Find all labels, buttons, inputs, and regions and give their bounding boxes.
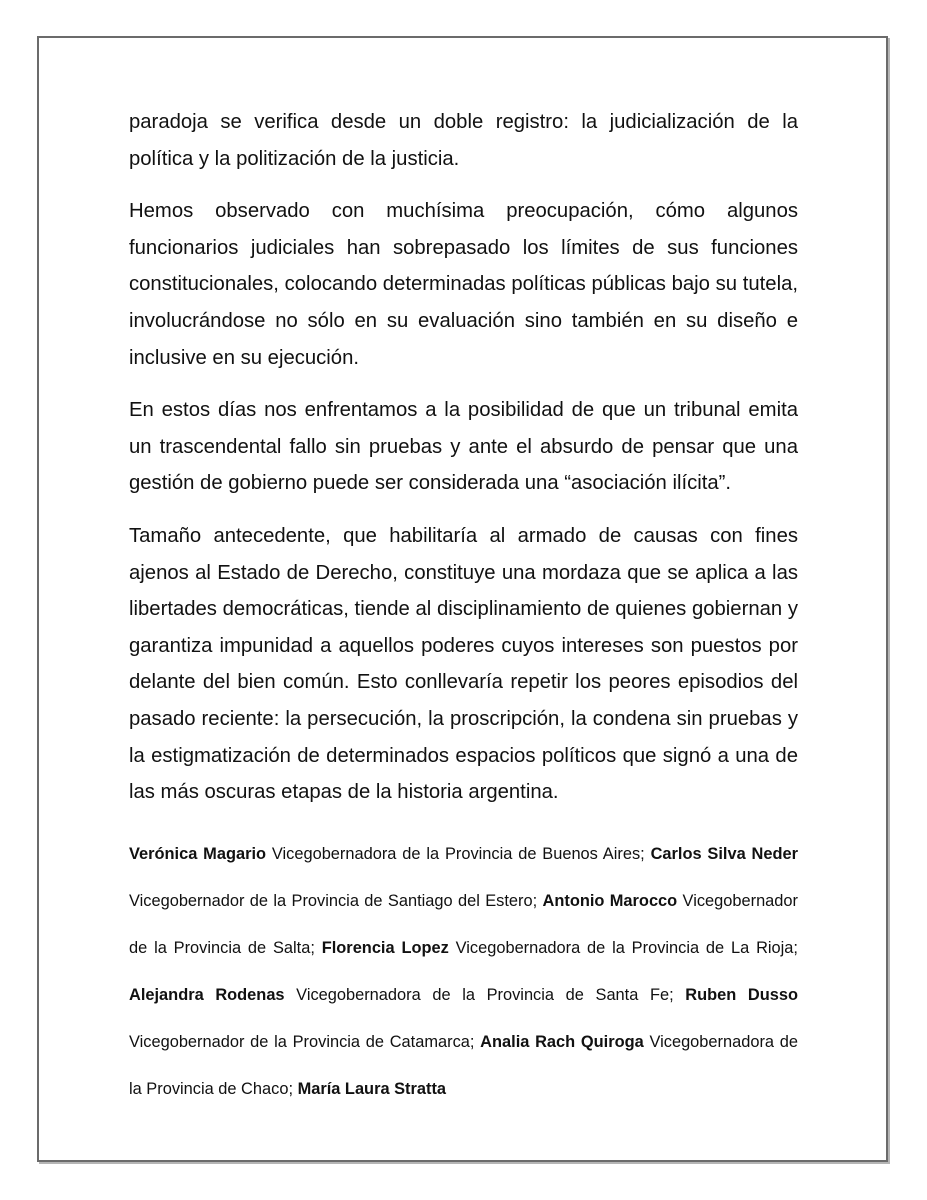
paragraph-4: Tamaño antecedente, que habilitaría al armado de causas con fines ajenos al Estado de Derecho, constituye una mordaza que se aplica a las libertades democráticas, tiende al disciplinamiento de quienes gobiernan y garantiza impunidad a aquellos poderes cuyos intereses son puestos por delante del bien común. Esto conllevaría repetir los peores episodios del pasado reciente: la persecución, la proscripción, la condena sin pruebas y la estigmatización de determinados espacios políticos que signó a una de las más oscuras etapas de la historia argentina. (129, 524, 798, 804)
signatory-name: Analia Rach Quiroga (480, 1032, 644, 1051)
paragraph-1: paradoja se verifica desde un doble registro: la judicialización de la política y la politización de la justicia. (129, 111, 798, 170)
signatory-name: Ruben Dusso (685, 985, 799, 1004)
signatory-role: Vicegobernadora de la Provincia de Santa Fe; (284, 985, 686, 1004)
paragraph-3: En estos días nos enfrentamos a la posibilidad de que un tribunal emita un trascendental fallo sin pruebas y ante el absurdo de pensar que una gestión de gobierno puede ser considerada una “asociación ilícita”. (129, 399, 798, 495)
signatory-role: Vicegobernador de la Provincia de Catamarca; (129, 1032, 481, 1051)
signatory-role: Vicegobernador de la Provincia de Santiago del Estero; (129, 891, 543, 910)
signatory-role: Vicegobernador de la Provincia de Salta; (129, 891, 798, 957)
document-body (129, 104, 798, 1113)
signatory-name: Alejandra Rodenas (129, 985, 285, 1004)
signatory-role: Vicegobernadora de la Provincia de La Rioja; (448, 938, 798, 957)
signatories-list (129, 831, 798, 1113)
signatory-name: Antonio Marocco (542, 891, 678, 910)
signatory-role: Vicegobernadora de la Provincia de Chaco; (129, 1032, 798, 1098)
signatory-name: Verónica Magario (129, 844, 267, 863)
signatory-name: Carlos Silva Neder (650, 844, 798, 863)
signatory-name: María Laura Stratta (297, 1079, 447, 1098)
paragraph-2: Hemos observado con muchísima preocupación, cómo algunos funcionarios judiciales han sobrepasado los límites de sus funciones constitucionales, colocando determinadas políticas públicas bajo su tutela, involucrándose no sólo en su evaluación sino también en su diseño e inclusive en su ejecución. (129, 200, 798, 369)
signatory-role: Vicegobernadora de la Provincia de Buenos Aires; (266, 844, 651, 863)
signatory-name: Florencia Lopez (321, 938, 449, 957)
